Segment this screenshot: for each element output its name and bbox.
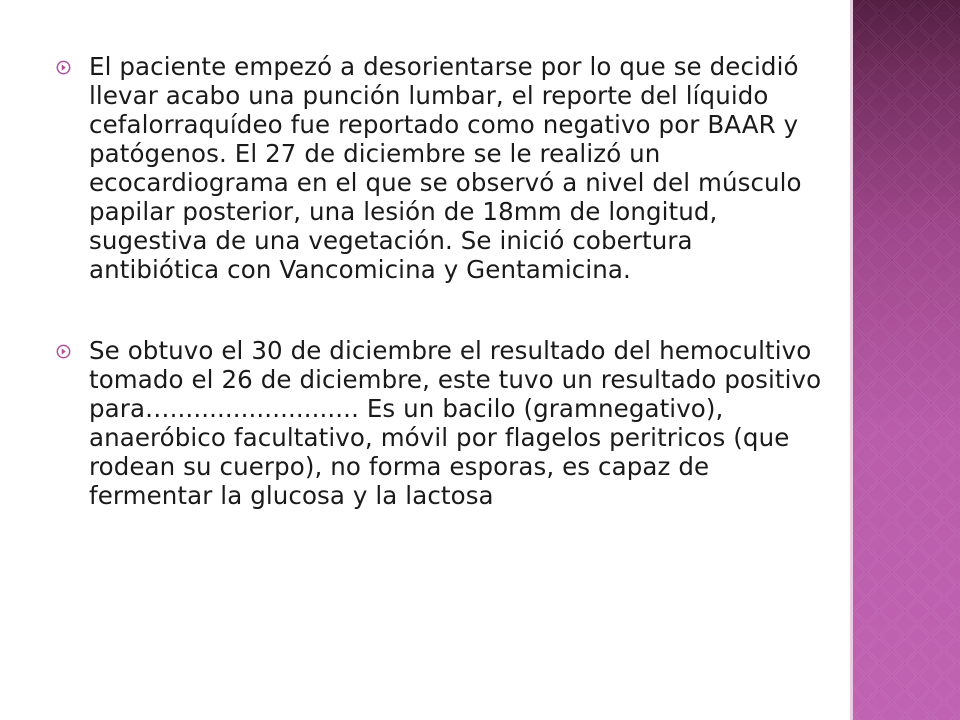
circled-arrow-bullet-icon [56, 60, 71, 75]
bullet-item-2 [56, 336, 826, 510]
bullet-item-1 [56, 52, 826, 284]
bullet-text: El paciente empezó a desorientarse por lo que se decidió llevar acabo una punción lumbar, el reporte del líquido cefalorraquídeo fue reportado como negativo por BAAR y patógenos. El 27 de diciembre se le realizó un ecocardiograma en el que se observó a nivel del músculo papilar posterior, una lesión de 18mm de longitud, sugestiva de una vegetación. Se inició cobertura antibiótica con Vancomicina y Gentamicina. [89, 52, 802, 284]
slide-body [56, 52, 826, 510]
decorative-side-panel [853, 0, 960, 720]
circled-arrow-bullet-icon [56, 344, 71, 359]
diamond-pattern-icon [853, 0, 960, 720]
bullet-text: Se obtuvo el 30 de diciembre el resultado del hemocultivo tomado el 26 de diciembre, este tuvo un resultado positivo para…........................ Es un bacilo (gramnegativo), anaeróbico facultativo, móvil por flagelos peritricos (que rodean su cuerpo), no forma esporas, es capaz de fermentar la glucosa y la lactosa [89, 336, 822, 510]
